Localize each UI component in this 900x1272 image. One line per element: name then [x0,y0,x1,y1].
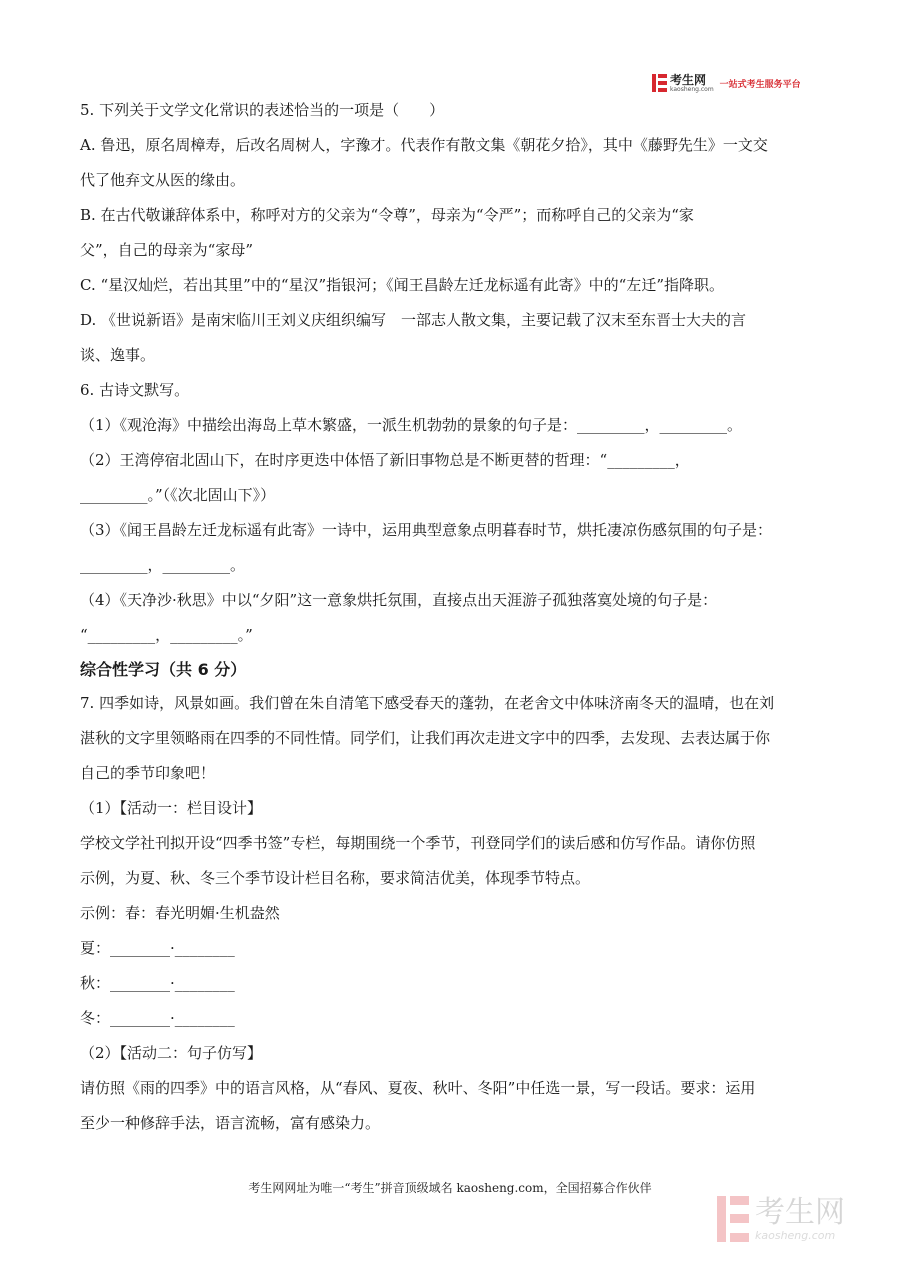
page-footer: 考生网网址为唯一“考生”拼音顶级域名 kaosheng.com，全国招募合作伙伴 [248,1181,652,1195]
activity-2-title: （2）【活动二：句子仿写】 [80,1044,263,1062]
option-d-line-2: 谈、逸事。 [80,346,156,364]
activity-1-desc-line-2: 示例，为夏、秋、冬三个季节设计栏目名称，要求简洁优美，体现季节特点。 [80,869,591,887]
activity-1-desc-line-1: 学校文学社刊拟开设“四季书签”专栏，每期围绕一个季节，刊登同学们的读后感和仿写作品。请你仿照 [80,834,756,852]
option-a-line-1: A. 鲁迅，原名周樟寿，后改名周树人，字豫才。代表作有散文集《朝花夕拾》，其中《藤野先生》一文交 [80,136,768,154]
document-body [80,100,820,1148]
question-6-part-2-line-1: （2）王湾停宿北固山下，在时序更迭中体悟了新旧事物总是不断更替的哲理：“_________， [80,451,690,469]
activity-1-title: （1）【活动一：栏目设计】 [80,799,263,817]
question-5-stem: 5. 下列关于文学文化常识的表述恰当的一项是（ ） [80,101,445,119]
question-6-part-2-line-2: _________。”（《次北固山下》） [80,486,276,504]
kaosheng-watermark-icon [717,1196,749,1242]
header-logo [652,72,801,94]
question-7-intro-line-2: 湛秋的文字里领略雨在四季的不同性情。同学们，让我们再次走进文字中的四季，去发现、去表达属于你 [80,729,771,747]
option-b-line-2: 父”，自己的母亲为“家母” [80,241,254,259]
question-6-part-4-line-2: “_________，_________。” [80,626,253,644]
option-c: C. “星汉灿烂，若出其里”中的“星汉”指银河；《闻王昌龄左迁龙标遥有此寄》中的“左迁”指降职。 [80,276,724,294]
activity-1-autumn-blank: 秋：________·________ [80,974,235,992]
watermark [717,1196,845,1242]
question-6-stem: 6. 古诗文默写。 [80,381,190,399]
activity-1-example: 示例：春：春光明媚·生机盎然 [80,904,280,922]
watermark-domain: kaosheng.com [755,1228,836,1242]
brand-name: 考生网 [670,72,707,87]
question-6-part-1: （1）《观沧海》中描绘出海岛上草木繁盛，一派生机勃勃的景象的句子是：_________，_________。 [80,416,743,434]
kaosheng-logo-icon [652,74,667,92]
watermark-brand: 考生网 [755,1194,845,1230]
question-7-intro-line-3: 自己的季节印象吧！ [80,764,216,782]
question-6-part-3-line-2: _________，_________。 [80,556,246,574]
brand-slogan: 一站式考生服务平台 [719,79,801,90]
question-7-intro-line-1: 7. 四季如诗，风景如画。我们曾在朱自清笔下感受春天的蓬勃，在老舍文中体味济南冬天的温晴，也在刘 [80,694,775,712]
question-6-part-3-line-1: （3）《闻王昌龄左迁龙标遥有此寄》一诗中，运用典型意象点明暮春时节，烘托凄凉伤感氛围的句子是： [80,521,773,539]
activity-1-winter-blank: 冬：________·________ [80,1009,235,1027]
activity-2-desc-line-2: 至少一种修辞手法，语言流畅，富有感染力。 [80,1114,381,1132]
option-b-line-1: B. 在古代敬谦辞体系中，称呼对方的父亲为“令尊”，母亲为“令严”；而称呼自己的父亲为“家 [80,206,694,224]
activity-1-summer-blank: 夏：________·________ [80,939,235,957]
section-heading: 综合性学习（共 6 分） [80,660,247,679]
brand-domain: kaosheng.com [670,85,714,93]
option-d-line-1: D. 《世说新语》是南宋临川王刘义庆组织编写 一部志人散文集，主要记载了汉末至东晋士大夫的言 [80,311,747,329]
question-6-part-4-line-1: （4）《天净沙·秋思》中以“夕阳”这一意象烘托氛围，直接点出天涯游子孤独落寞处境的句子是： [80,591,718,609]
activity-2-desc-line-1: 请仿照《雨的四季》中的语言风格，从“春风、夏夜、秋叶、冬阳”中任选一景，写一段话。要求：运用 [80,1079,756,1097]
option-a-line-2: 代了他弃文从医的缘由。 [80,171,246,189]
